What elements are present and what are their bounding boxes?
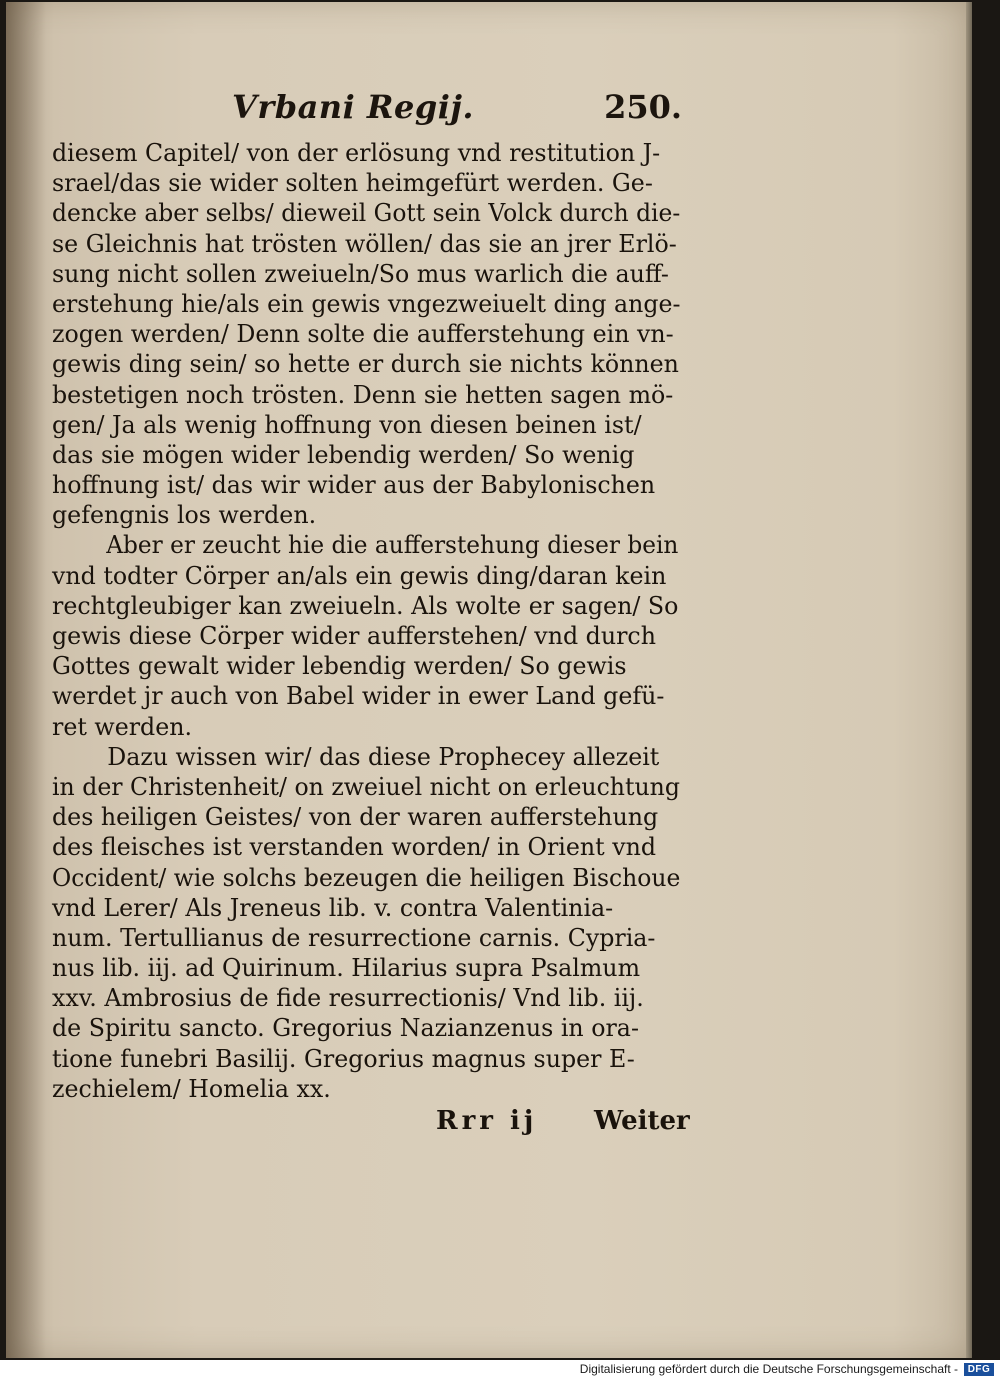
catchword: Weiter xyxy=(594,1106,690,1136)
text-line: das sie mögen wider lebendig werden/ So wenig xyxy=(52,440,635,469)
text-line: vnd todter Cörper an/als ein gewis ding/daran kein xyxy=(52,561,667,590)
credit-bar xyxy=(0,1360,1000,1379)
text-line: rechtgleubiger kan zweiueln. Als wolte er sagen/ So xyxy=(52,591,679,620)
text-line: sung nicht sollen zweiueln/So mus warlich die auff- xyxy=(52,259,669,288)
text-line: gewis ding sein/ so hette er durch sie nichts können xyxy=(52,350,679,379)
page-footer xyxy=(52,1106,690,1142)
funding-credit: Digitalisierung gefördert durch die Deutsche Forschungsgemeinschaft - xyxy=(579,1362,958,1376)
text-line: bestetigen noch trösten. Denn sie hetten sagen mö- xyxy=(52,380,674,409)
running-head xyxy=(232,88,682,128)
text-line: nus lib. iij. ad Quirinum. Hilarius supra Psalmum xyxy=(52,954,641,983)
page-number: 250. xyxy=(604,88,682,126)
text-line: gen/ Ja als wenig hoffnung von diesen beinen ist/ xyxy=(52,410,642,439)
text-block xyxy=(52,138,688,1104)
text-line: erstehung hie/als ein gewis vngezweiuelt ding ange- xyxy=(52,289,681,318)
text-line: zechielem/ Homelia xx. xyxy=(52,1074,331,1103)
text-line: se Gleichnis hat trösten wöllen/ das sie an jrer Erlö- xyxy=(52,229,677,258)
text-line: Occident/ wie solchs bezeugen die heiligen Bischoue xyxy=(52,863,681,892)
text-line: tione funebri Basilij. Gregorius magnus super E- xyxy=(52,1044,635,1073)
text-line: num. Tertullianus de resurrectione carnis. Cypria- xyxy=(52,923,656,952)
text-line: srael/das sie wider solten heimgefürt werden. Ge- xyxy=(52,169,653,198)
text-line: gewis diese Cörper wider aufferstehen/ vnd durch xyxy=(52,622,656,650)
text-line: vnd Lerer/ Als Jreneus lib. v. contra Valentinia- xyxy=(52,893,614,922)
text-line: gefengnis los werden. xyxy=(52,501,317,530)
paragraph-start-line: Aber er zeucht hie die aufferstehung dieser bein xyxy=(106,531,679,560)
text-line: des fleisches ist verstanden worden/ in Orient vnd xyxy=(52,833,657,862)
paragraph-start-line: Dazu wissen wir/ das diese Prophecey allezeit xyxy=(107,742,660,771)
text-line: de Spiritu sancto. Gregorius Nazianzenus in ora- xyxy=(52,1014,639,1043)
text-line: ret werden. xyxy=(52,712,193,741)
dfg-logo[interactable]: DFG xyxy=(964,1363,994,1376)
text-line: Gottes gewalt wider lebendig werden/ So gewis xyxy=(52,652,627,681)
text-line: xxv. Ambrosius de fide resurrectionis/ Vnd lib. iij. xyxy=(52,984,644,1013)
gutter-shadow xyxy=(6,2,46,1358)
text-line: in der Christenheit/ on zweiuel nicht on erleuchtung xyxy=(52,772,680,801)
text-line: zogen werden/ Denn solte die aufferstehung ein vn- xyxy=(52,320,674,349)
text-line: hoffnung ist/ das wir wider aus der Babylonischen xyxy=(52,471,656,500)
text-line: des heiligen Geistes/ von der waren aufferstehung xyxy=(52,803,659,832)
text-line: werdet jr auch von Babel wider in ewer Land gefü- xyxy=(52,682,665,711)
page-edge xyxy=(966,2,972,1358)
signature-mark: Rrr ij xyxy=(436,1106,538,1136)
text-line: dencke aber selbs/ dieweil Gott sein Volck durch die- xyxy=(52,199,681,228)
text-line: diesem Capitel/ von der erlösung vnd restitution J- xyxy=(52,139,661,167)
running-head-title: Vrbani Regij. xyxy=(232,88,475,126)
